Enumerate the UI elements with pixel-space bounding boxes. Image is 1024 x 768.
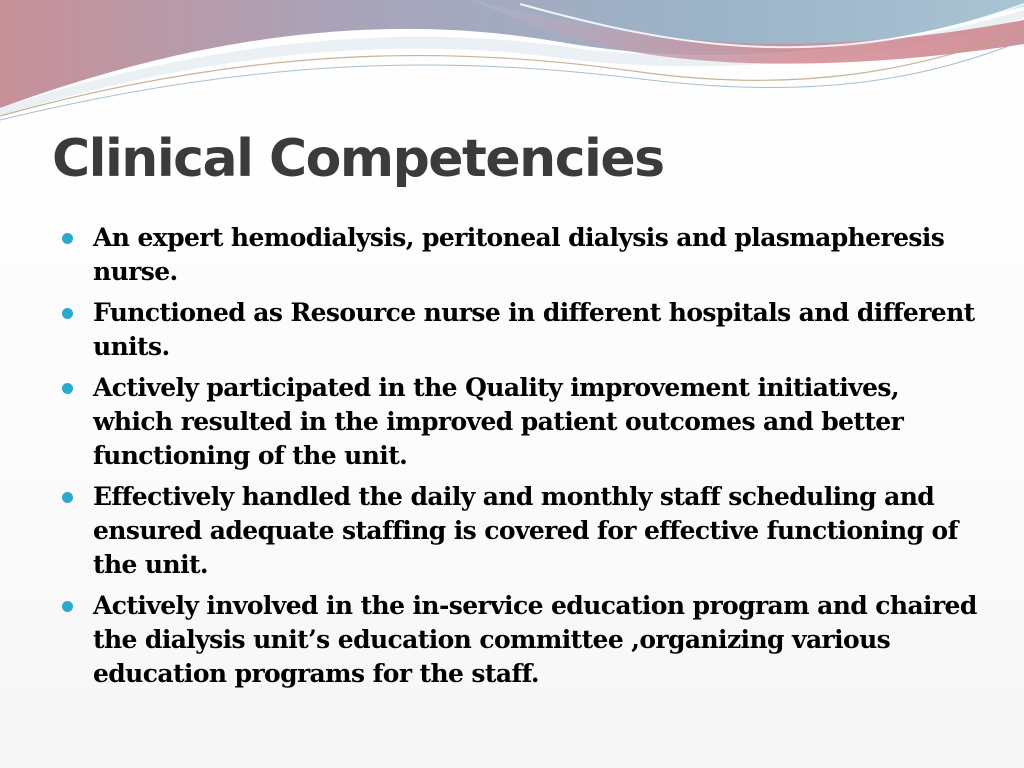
bullet-item [62,221,982,289]
bullet-item [62,296,982,364]
bullet-icon [62,383,73,394]
bullet-item [62,589,982,691]
bullet-item [62,371,982,473]
bullet-icon [62,601,73,612]
bullet-text: An expert hemodialysis, peritoneal dialysis and plasmapheresis nurse. [93,223,945,286]
bullet-icon [62,308,73,319]
bullet-icon [62,233,73,244]
bullet-list [62,221,982,698]
bullet-text: Functioned as Resource nurse in different hospitals and different units. [93,298,975,361]
bullet-icon [62,492,73,503]
bullet-text: Actively involved in the in-service education program and chaired the dialysis unit’s education committee ,organizing various education programs for the staff. [93,591,977,688]
slide-title: Clinical Competencies [52,129,664,189]
bullet-text: Actively participated in the Quality improvement initiatives, which resulted in the improved patient outcomes and better functioning of the unit. [93,373,904,470]
bullet-text: Effectively handled the daily and monthly staff scheduling and ensured adequate staffing is covered for effective functioning of the unit. [93,482,958,579]
bullet-item [62,480,982,582]
decorative-wave-banner [0,0,1024,130]
